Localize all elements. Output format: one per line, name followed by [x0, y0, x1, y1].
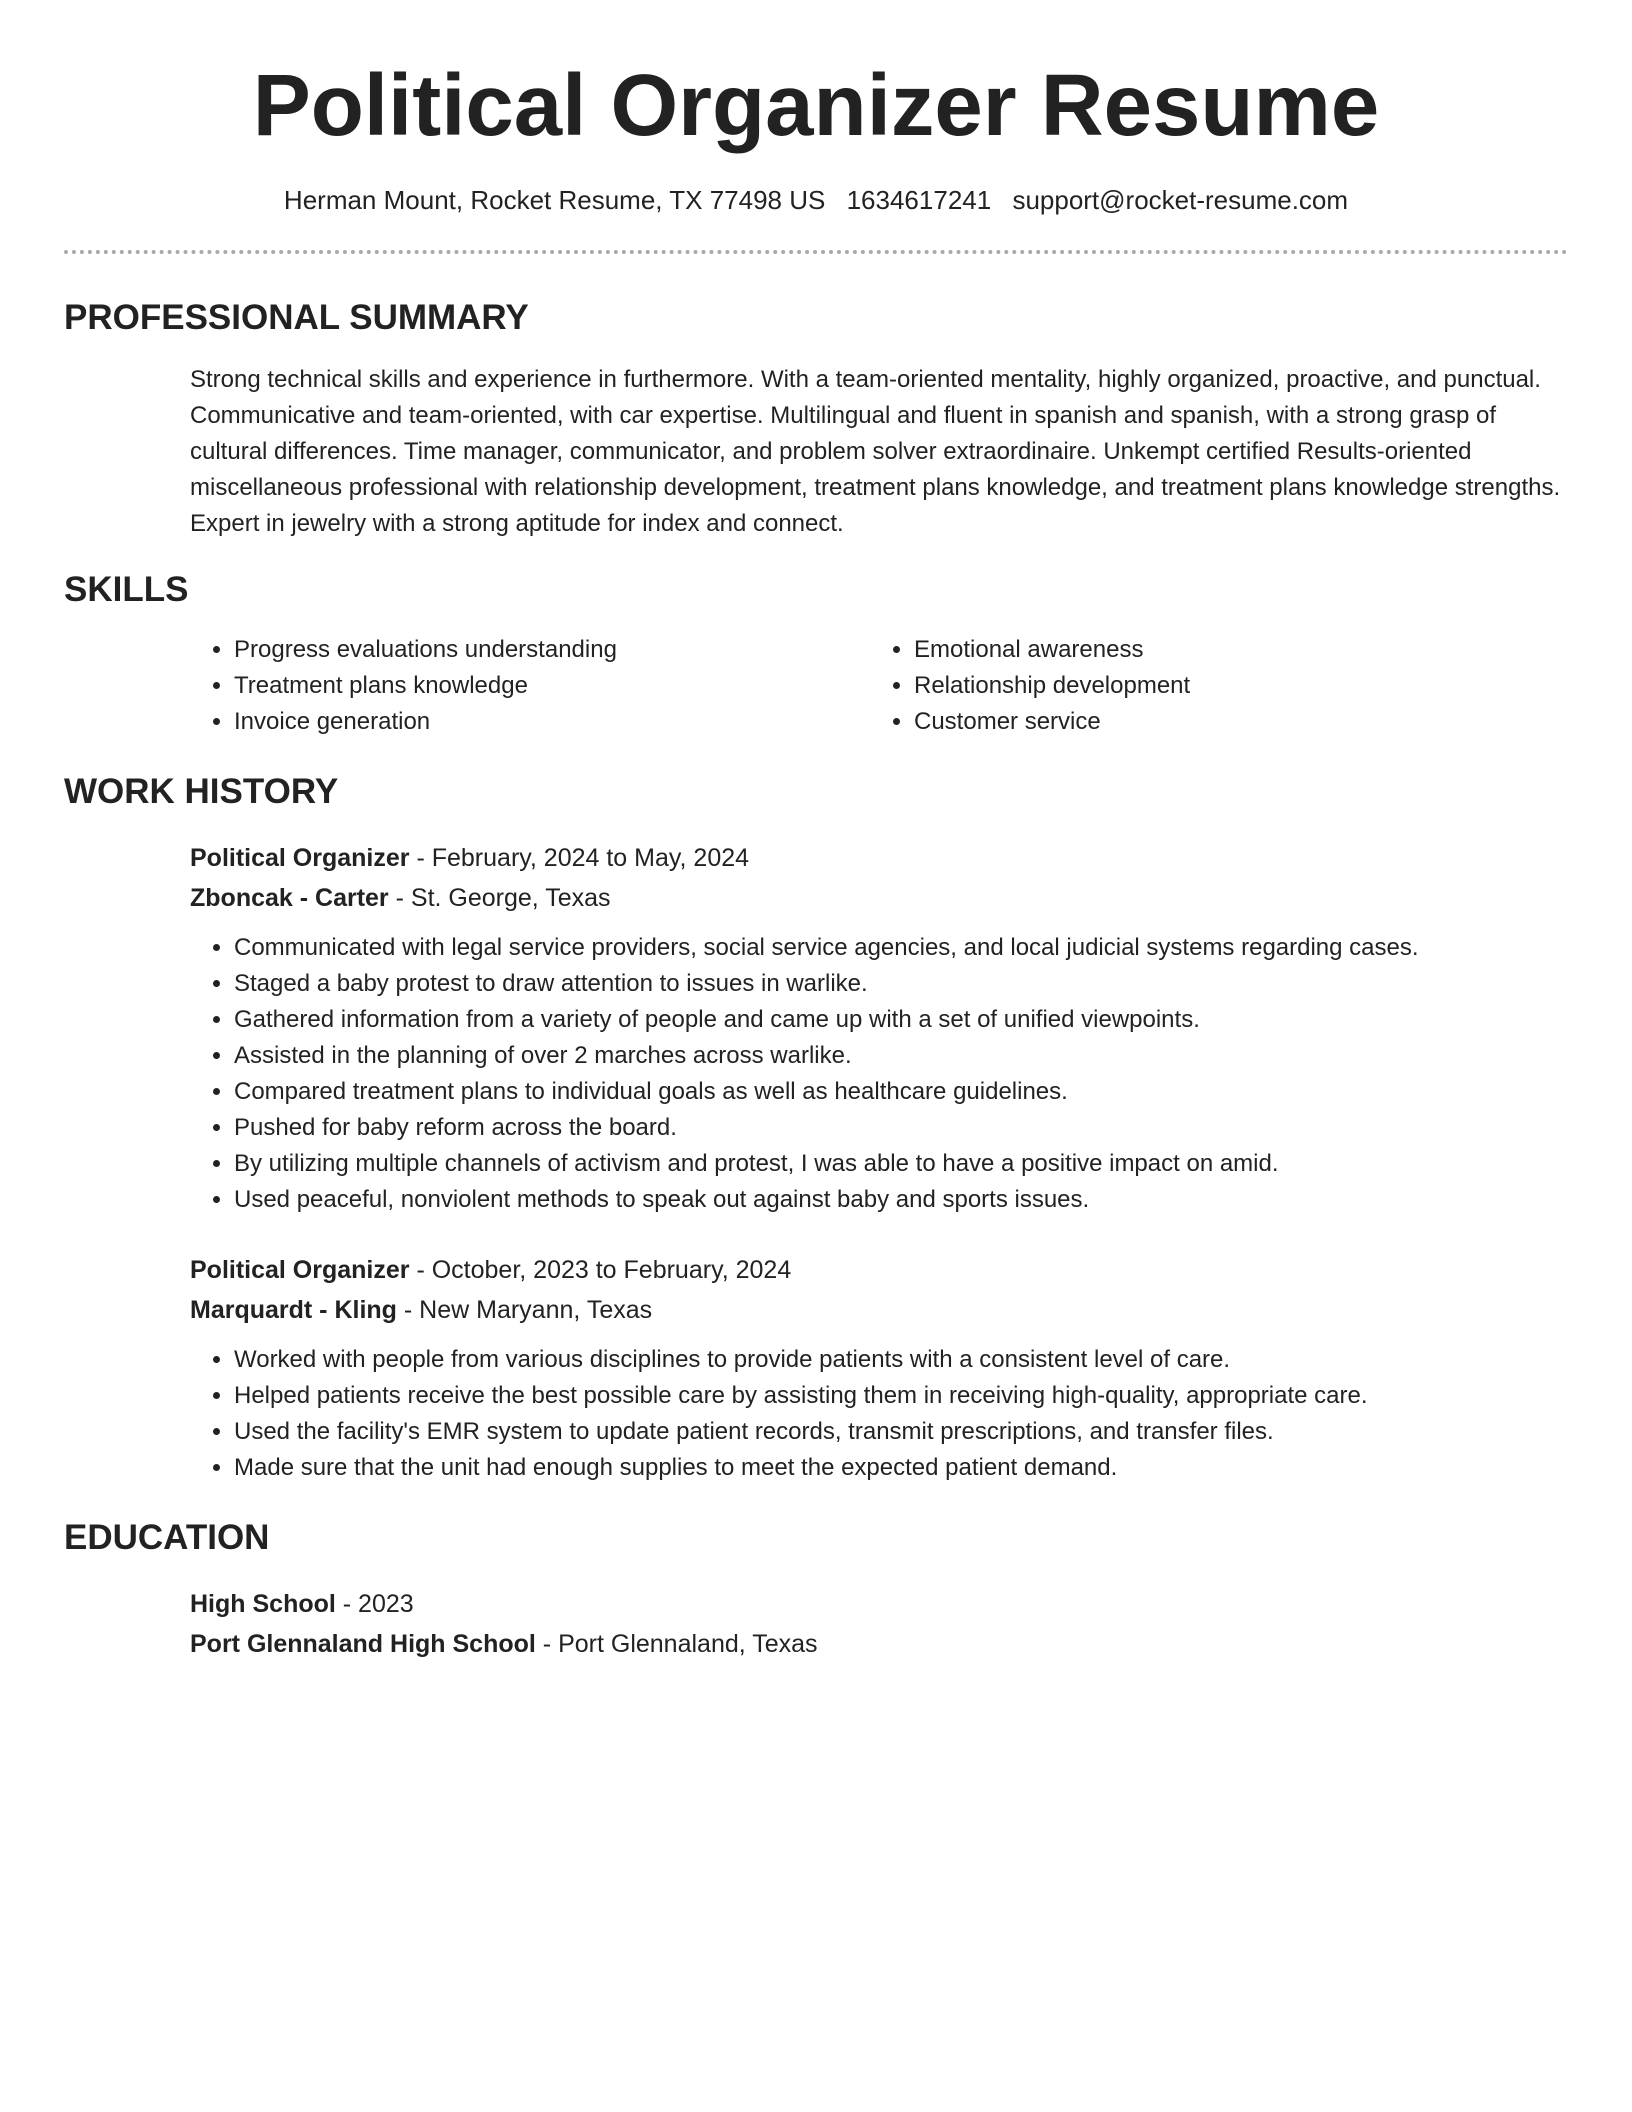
- education-location: - Port Glennaland, Texas: [535, 1630, 818, 1658]
- header-divider: [64, 250, 1568, 254]
- job-bullet: • Gathered information from a variety of people and came up with a set of unified viewpoints.: [234, 1002, 1570, 1038]
- job-bullet: • Made sure that the unit had enough supplies to meet the expected patient demand.: [234, 1450, 1570, 1486]
- job-bullet: • Helped patients receive the best possible care by assisting them in receiving high-quality, appropriate care.: [234, 1378, 1570, 1414]
- job-dates: - February, 2024 to May, 2024: [409, 844, 750, 872]
- job-bullet: • Compared treatment plans to individual goals as well as healthcare guidelines.: [234, 1074, 1570, 1110]
- job-company: Marquardt - Kling: [190, 1296, 397, 1324]
- job-entry: [190, 838, 1570, 1218]
- page-title: Political Organizer Resume: [252, 57, 1380, 154]
- skills-left-column: [190, 632, 870, 740]
- skill-item: • Invoice generation: [234, 704, 870, 740]
- education-degree: High School: [190, 1590, 336, 1618]
- job-bullet: • Pushed for baby reform across the board.: [234, 1110, 1570, 1146]
- summary-heading: PROFESSIONAL SUMMARY: [64, 298, 529, 337]
- job-location: - New Maryann, Texas: [396, 1296, 653, 1324]
- job-company-line: [190, 1290, 1570, 1330]
- job-company: Zboncak - Carter: [190, 884, 389, 912]
- job-bullet: • Used the facility's EMR system to update patient records, transmit prescriptions, and transfer files.: [234, 1414, 1570, 1450]
- skill-item: • Treatment plans knowledge: [234, 668, 870, 704]
- job-dates: - October, 2023 to February, 2024: [409, 1256, 792, 1284]
- job-location: - St. George, Texas: [388, 884, 611, 912]
- skills-block: [190, 632, 1570, 740]
- skills-right-column: [870, 632, 1550, 740]
- job-title-line: [190, 1250, 1570, 1290]
- education-school-line: [190, 1624, 1570, 1664]
- skill-item: • Progress evaluations understanding: [234, 632, 870, 668]
- job-title: Political Organizer: [190, 844, 410, 872]
- job-bullet: • By utilizing multiple channels of activism and protest, I was able to have a positive impact on amid.: [234, 1146, 1570, 1182]
- skill-item: • Relationship development: [914, 668, 1550, 704]
- education-block: [190, 1584, 1570, 1664]
- summary-text: Strong technical skills and experience in furthermore. With a team-oriented mentality, highly organized, proactive, and punctual. Communicative and team-oriented, with car expertise. Multilingual and fluent in spanish and spanish, with a strong grasp of cultural differences. Time manager, communicator, and problem solver extraordinaire. Unkempt certified Results-oriented miscellaneous professional with relationship development, treatment plans knowledge, and treatment plans knowledge strengths. Expert in jewelry with a strong aptitude for index and connect.: [190, 366, 1561, 537]
- education-degree-line: [190, 1584, 1570, 1624]
- skills-heading: SKILLS: [64, 570, 189, 609]
- job-bullet: • Assisted in the planning of over 2 marches across warlike.: [234, 1038, 1570, 1074]
- resume-page: [64, 0, 1568, 1658]
- job-title-line: [190, 838, 1570, 878]
- job-company-line: [190, 878, 1570, 918]
- skill-item: • Emotional awareness: [914, 632, 1550, 668]
- job-entry: [190, 1250, 1570, 1486]
- contact-phone: 1634617241: [846, 185, 992, 215]
- job-bullet: • Staged a baby protest to draw attention to issues in warlike.: [234, 966, 1570, 1002]
- job-title: Political Organizer: [190, 1256, 410, 1284]
- education-school: Port Glennaland High School: [190, 1630, 536, 1658]
- education-year: - 2023: [335, 1590, 414, 1618]
- job-bullet: • Used peaceful, nonviolent methods to speak out against baby and sports issues.: [234, 1182, 1570, 1218]
- job-bullet: • Communicated with legal service providers, social service agencies, and local judicial systems regarding cases.: [234, 930, 1570, 966]
- contact-address: Herman Mount, Rocket Resume, TX 77498 US: [283, 185, 826, 215]
- job-bullet: • Worked with people from various disciplines to provide patients with a consistent level of care.: [234, 1342, 1570, 1378]
- contact-email: support@rocket-resume.com: [1012, 185, 1349, 215]
- education-heading: EDUCATION: [64, 1518, 270, 1557]
- contact-line: [64, 182, 1568, 218]
- work-heading: WORK HISTORY: [64, 772, 339, 811]
- skill-item: • Customer service: [914, 704, 1550, 740]
- summary-block: [190, 362, 1570, 542]
